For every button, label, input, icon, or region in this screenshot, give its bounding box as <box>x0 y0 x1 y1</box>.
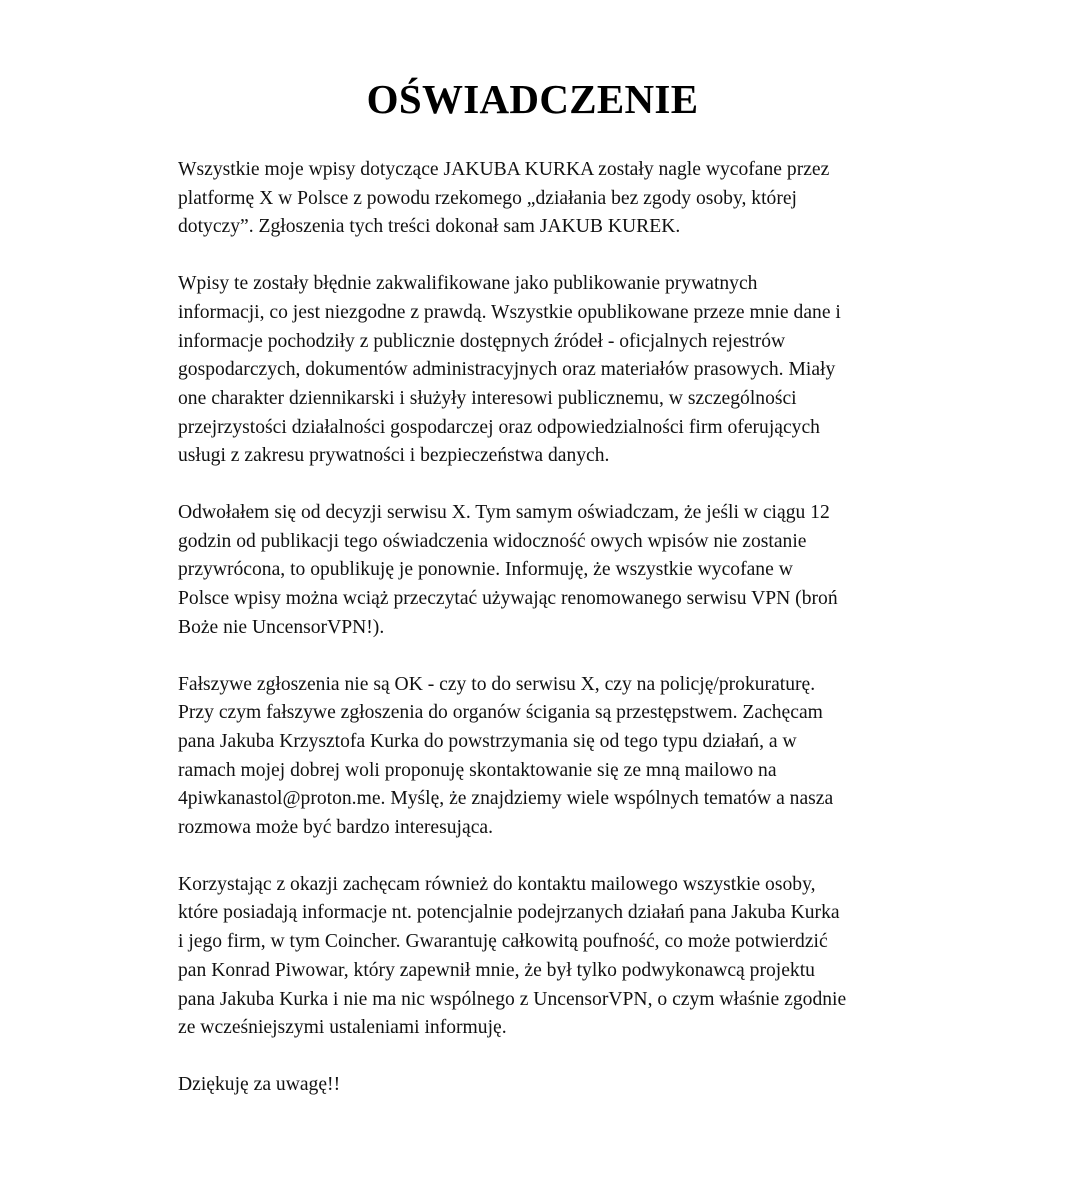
text-line: one charakter dziennikarski i służyły interesowi publicznemu, w szczególności <box>178 387 797 409</box>
text-line: godzin od publikacji tego oświadczenia widoczność owych wpisów nie zostanie <box>178 530 807 552</box>
text-line: ze wcześniejszymi ustaleniami informuję. <box>178 1017 507 1039</box>
paragraph-closing <box>178 1071 898 1100</box>
text-line: Odwołałem się od decyzji serwisu X. Tym samym oświadczam, że jeśli w ciągu 12 <box>178 502 830 524</box>
text-line: rozmowa może być bardzo interesująca. <box>178 817 493 839</box>
text-line: gospodarczych, dokumentów administracyjnych oraz materiałów prasowych. Miały <box>178 359 836 381</box>
text-line: Wpisy te zostały błędnie zakwalifikowane jako publikowanie prywatnych <box>178 273 758 295</box>
paragraph-public-sources <box>178 270 898 471</box>
text-line: platformę X w Polsce z powodu rzekomego „działania bez zgody osoby, której <box>178 187 798 209</box>
text-line: przejrzystości działalności gospodarczej oraz odpowiedzialności firm oferujących <box>178 416 820 438</box>
text-line: przywrócona, to opublikuję je ponownie. Informuję, że wszystkie wycofane w <box>178 559 793 581</box>
text-line: informacji, co jest niezgodne z prawdą. Wszystkie opublikowane przeze mnie dane i <box>178 301 841 323</box>
text-line: Polsce wpisy można wciąż przeczytać używając renomowanego serwisu VPN (broń <box>178 588 838 610</box>
text-line: ramach mojej dobrej woli proponuję skontaktowanie się ze mną mailowo na <box>178 759 777 781</box>
text-line: Fałszywe zgłoszenia nie są OK - czy to do serwisu X, czy na policję/prokuraturę. <box>178 673 816 695</box>
paragraph-report-withdrawn <box>178 156 898 242</box>
document-body <box>178 156 898 1128</box>
text-line: 4piwkanastol@proton.me. Myślę, że znajdziemy wiele wspólnych tematów a nasza <box>178 788 834 810</box>
text-line: informacje pochodziły z publicznie dostępnych źródeł - oficjalnych rejestrów <box>178 330 786 352</box>
paragraph-false-reports <box>178 671 898 843</box>
text-line: dotyczy”. Zgłoszenia tych treści dokonał sam JAKUB KUREK. <box>178 216 681 238</box>
text-line: które posiadają informacje nt. potencjalnie podejrzanych działań pana Jakuba Kurka <box>178 902 840 924</box>
paragraph-appeal <box>178 499 898 643</box>
text-line: i jego firm, w tym Coincher. Gwarantuję całkowitą poufność, co może potwierdzić <box>178 931 828 953</box>
paragraph-contact-invitation <box>178 871 898 1043</box>
text-line: Wszystkie moje wpisy dotyczące JAKUBA KURKA zostały nagle wycofane przez <box>178 159 830 180</box>
text-line: Przy czym fałszywe zgłoszenia do organów ścigania są przestępstwem. Zachęcam <box>178 702 823 724</box>
text-line: Korzystając z okazji zachęcam również do kontaktu mailowego wszystkie osoby, <box>178 873 816 895</box>
text-line: Dziękuję za uwagę!! <box>178 1073 341 1095</box>
text-line: pana Jakuba Kurka i nie ma nic wspólnego z UncensorVPN, o czym właśnie zgodnie <box>178 988 847 1010</box>
text-line: usługi z zakresu prywatności i bezpieczeństwa danych. <box>178 445 610 467</box>
text-line: Boże nie UncensorVPN!). <box>178 616 385 638</box>
document-title: OŚWIADCZENIE <box>366 76 699 122</box>
text-line: pan Konrad Piwowar, który zapewnił mnie, że był tylko podwykonawcą projektu <box>178 959 815 981</box>
text-line: pana Jakuba Krzysztofa Kurka do powstrzymania się od tego typu działań, a w <box>178 730 797 752</box>
